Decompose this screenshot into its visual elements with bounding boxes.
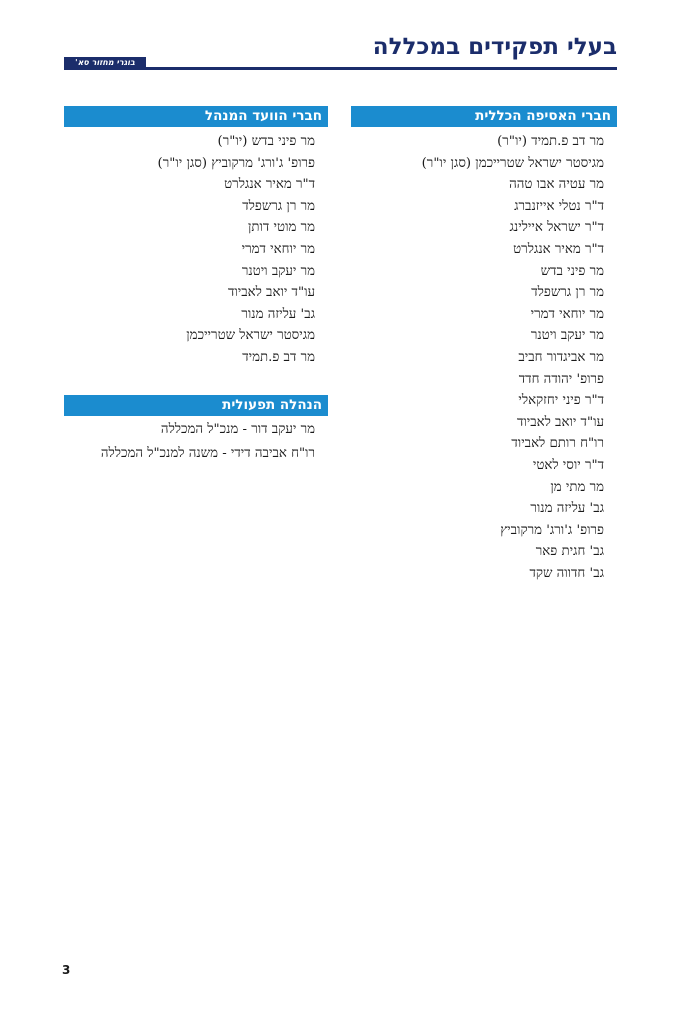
list-item: גב' חדווה שקד [529, 565, 604, 581]
list-item: פרופ' ג'ורג' מרקוביץ [500, 522, 604, 538]
list-item: ד"ר נטלי אייזנברג [514, 198, 604, 214]
general-assembly-section [351, 106, 617, 584]
page-title: בעלי תפקידים במכללה [372, 34, 617, 60]
list-item: עו"ד יואב לאביוד [516, 414, 604, 430]
list-item: מר פיני בדש (יו"ר) [217, 134, 315, 149]
list-item: ד"ר פיני יחזקאלי [518, 393, 604, 409]
header-rule [64, 67, 617, 70]
list-item: ד"ר מאיר אנגלרט [224, 177, 315, 193]
list-item: מר רן גרשפלד [242, 198, 315, 214]
list-item: מר מתי מן [550, 479, 604, 495]
list-item: מר דב פ.תמיד [242, 349, 315, 365]
management-section [64, 395, 328, 464]
page-header [64, 32, 617, 72]
general-assembly-heading: חברי האסיפה הכללית [351, 106, 617, 127]
list-item: ד"ר ישראל איילינג [509, 220, 604, 236]
list-item: מר דב פ.תמיד (יו"ר) [497, 134, 604, 149]
management-heading: הנהלה תפעולית [64, 395, 328, 416]
list-item: פרופ' ג'ורג' מרקוביץ (סגן יו"ר) [157, 155, 315, 171]
general-assembly-list [351, 127, 617, 584]
list-item: מר רן גרשפלד [531, 285, 604, 301]
list-item: גב' עליזה מנור [530, 501, 604, 517]
left-column [64, 106, 328, 468]
list-item: מר אביגדור חביב [518, 349, 604, 365]
list-item: מגיסטר ישראל שטרייכמן (סגן יו"ר) [421, 155, 604, 171]
list-item: מר יוחאי דמרי [530, 306, 604, 322]
list-item: מגיסטר ישראל שטרייכמן [186, 328, 315, 344]
list-item: מר יעקב דור - מנכ"ל המכללה [160, 421, 315, 437]
list-item: עו"ד יואב לאביוד [227, 285, 315, 301]
list-item: מר מוטי דותן [248, 220, 315, 236]
series-tag: בוגרי מחזור סא' [64, 57, 146, 69]
list-item: ד"ר מאיר אנגלרט [513, 241, 604, 257]
page-number: 3 [62, 963, 71, 977]
list-item: ד"ר יוסי לאטי [532, 457, 604, 473]
list-item: פרופ' יהודה חדד [518, 371, 604, 387]
board-section [64, 106, 328, 369]
list-item: מר יעקב ויטנר [241, 263, 315, 279]
list-item: מר עטיה אבו טהה [509, 177, 604, 193]
list-item: רו"ח רותם לאביוד [511, 436, 604, 452]
list-item: רו"ח אביבה דידי - משנה למנכ"ל המכללה [100, 445, 315, 461]
list-item: גב' עליזה מנור [241, 306, 315, 322]
management-list [64, 416, 328, 464]
list-item: מר פיני בדש [540, 263, 604, 279]
list-item: מר יעקב ויטנר [530, 328, 604, 344]
list-item: מר יוחאי דמרי [241, 241, 315, 257]
list-item: גב' חגית פאר [535, 544, 604, 560]
board-heading: חברי הוועד המנהל [64, 106, 328, 127]
board-list [64, 127, 328, 369]
